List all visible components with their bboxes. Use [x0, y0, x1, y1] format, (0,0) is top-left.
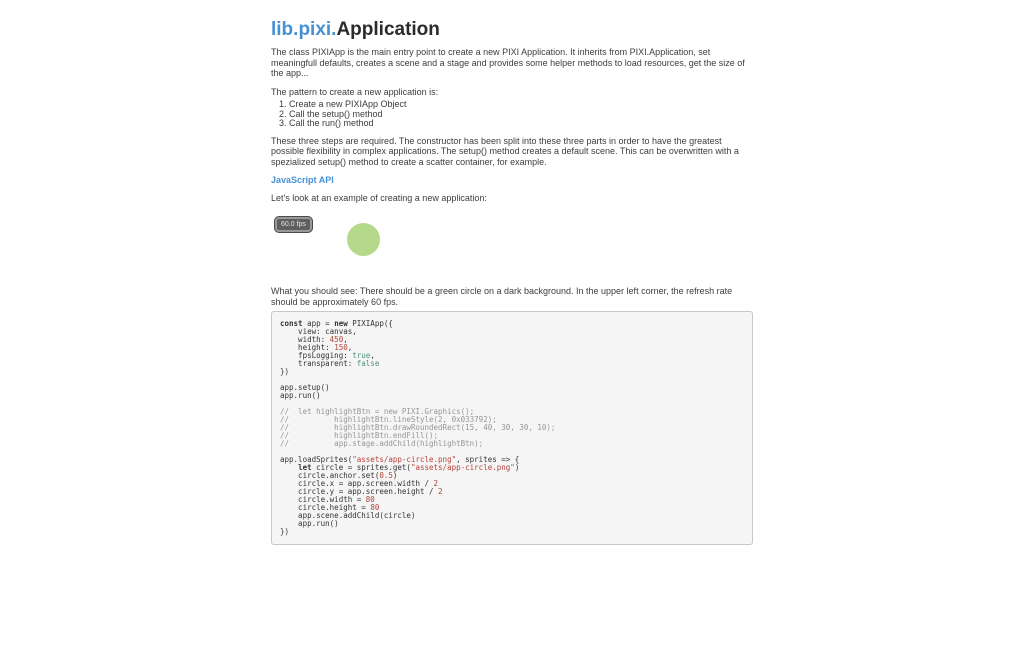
pattern-lead: The pattern to create a new application is: [271, 86, 439, 97]
steps-list [271, 100, 753, 129]
fps-counter-label: 60.0 fps [281, 221, 306, 229]
title-class-name: Application [336, 19, 440, 40]
see-note-paragraph: What you should see: There should be a green circle on a dark background. In the upper left corner, the refresh rate should be approximately 60 fps. [271, 286, 733, 307]
intro-paragraph: The class PIXIApp is the main entry point to create a new PIXI Application. It inherits from PIXI.Application, set meaningfull defaults, creates a scene and a stage and provides some helper methods to load resources, get the size of the app... [271, 47, 745, 78]
documentation-page [271, 0, 753, 545]
code-block: const app = new PIXIApp({ view: canvas, width: 450, height: 150, fpsLogging: true, transparent: false }) app.setup() app.run() // let highlightBtn = new PIXI.Graphics(); // highlightBtn.lineStyle(2, 0x033792); // highlightBtn.drawRoundedRect(15, 40, 30, 30, 10); // highlightBtn.endFill(); // app.stage.addChild(highlightBtn); app.loadSprites("assets/app-circle.png", sprites => { let circle = sprites.get("assets/app-circle.png") circle.anchor.set(0.5) circle.x = app.screen.width / 2 circle.y = app.screen.height / 2 circle.width = 80 circle.height = 80 app.scene.addChild(circle) app.run() }) [271, 311, 753, 545]
page-title [271, 19, 753, 41]
fps-counter-badge [275, 217, 312, 232]
steps-note-paragraph: These three steps are required. The constructor has been split into these three parts in order to have the greatest possible flexibility in complex applications. The setup() method creates a default scene. This can be overwritten with a spezialized setup() method to create a scatter container, for example. [271, 135, 739, 167]
green-circle-sprite [347, 223, 380, 256]
example-lead-paragraph: Let's look at an example of creating a new application: [271, 192, 487, 203]
api-link-row [271, 175, 753, 186]
title-namespace: lib.pixi. [271, 19, 337, 40]
example-demo-canvas [271, 211, 753, 281]
step-item-setup: 2. Call the setup() method [289, 110, 753, 120]
step-item-create: 1. Create a new PIXIApp Object [289, 100, 753, 110]
step-item-run: 3. Call the run() method [289, 119, 753, 129]
javascript-api-link[interactable]: JavaScript API [271, 175, 334, 186]
